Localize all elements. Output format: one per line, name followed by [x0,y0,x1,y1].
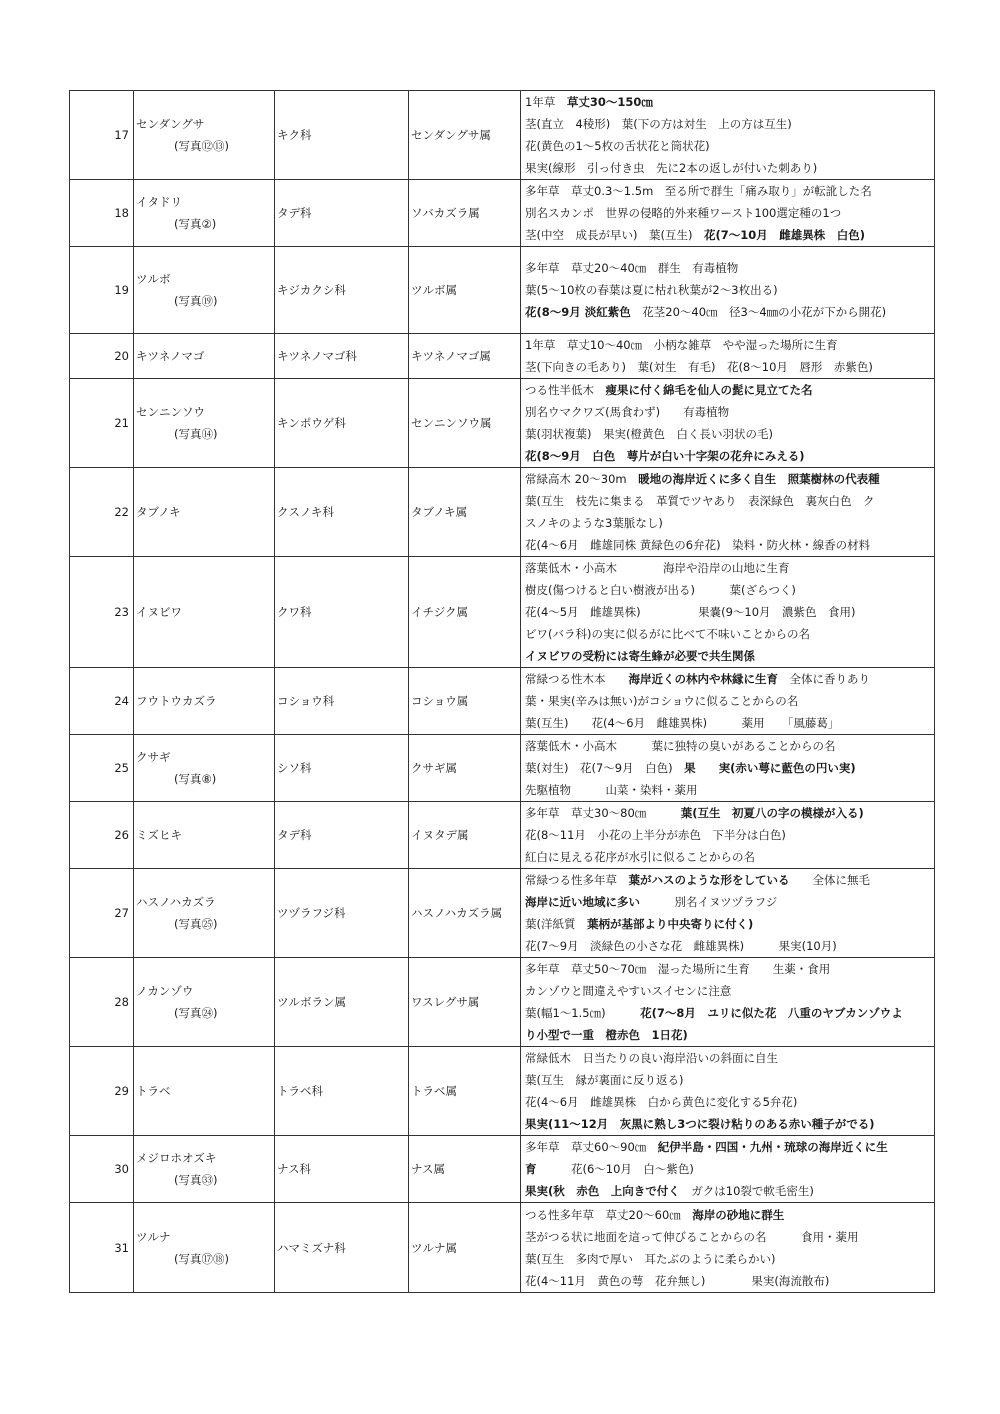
bold-text: 果実(秋 赤色 上向きで付く [525,1184,680,1198]
genus-cell: センニンソウ属 [409,379,521,468]
description-line [525,1047,932,1069]
text-segment: ガクは10裂で軟毛密生) [679,1184,814,1198]
genus-cell: センダングサ属 [409,91,521,180]
plant-name-cell [134,1047,275,1136]
bold-text: 育 [525,1162,537,1176]
description-line [525,645,932,667]
description-line [525,356,932,378]
text-segment: 花(4～6月 雌雄同株 黄緑色の6弁花) 染料・防火林・線香の材料 [525,538,871,552]
table-row [70,247,935,334]
bold-text: 海岸に近い地域に多い [525,895,640,909]
description-line [525,257,932,279]
genus-cell: コショウ属 [409,668,521,735]
plant-name-cell [134,668,275,735]
description-line [525,490,932,512]
row-number: 26 [70,802,134,869]
text-segment: 多年草 草丈0.3～1.5m 至る所で群生「痛み取り」が転訛した名 [525,184,872,198]
bold-text: 葉(互生 初夏八の字の模様が入る) [680,806,864,820]
plant-name: ツルボ [136,272,171,286]
bold-text: 花(8～9月 淡紅紫色 [525,305,631,319]
plant-name: センダングサ [136,117,205,131]
description-line [525,279,932,301]
text-segment: 1年草 [525,95,567,109]
bold-text: 痩果に付く綿毛を仙人の髭に見立てた名 [605,383,813,397]
description-line [525,779,932,801]
description-line [525,846,932,868]
genus-cell: イチジク属 [409,557,521,668]
bold-text: 葉がハスのような形をしている [628,873,790,887]
family-cell: シソ科 [275,735,409,802]
plant-name: メジロホオズキ [136,1151,217,1165]
family-cell: キク科 [275,91,409,180]
family-cell: キツネノマゴ科 [275,334,409,379]
description-line [525,735,932,757]
table-row [70,379,935,468]
description-line [525,113,932,135]
description-line [525,379,932,401]
photo-ref: (写真㉕) [174,917,218,931]
bold-text: 草丈30～150㎝ [566,95,653,109]
text-segment: つる性多年草 草丈20～60㎝ [525,1207,693,1222]
description-line [525,91,932,113]
plant-name: センニンソウ [136,405,205,419]
genus-cell: クサギ属 [409,735,521,802]
table-row [70,1047,935,1136]
row-number: 31 [70,1203,134,1293]
description-line [525,1270,932,1292]
description-line [525,1136,932,1158]
genus-cell: ハスノハカズラ属 [409,869,521,958]
text-segment: 花(4～6月 雌雄異株 白から黄色に変化する5弁花) [525,1095,798,1109]
description-cell [521,379,935,468]
table-row [70,91,935,180]
description-line [525,468,932,490]
family-cell: コショウ科 [275,668,409,735]
plant-name-cell [134,958,275,1047]
photo-ref: (写真⑧) [174,772,217,786]
plant-name: イヌビワ [136,605,182,619]
genus-cell: ワスレグサ属 [409,958,521,1047]
description-line [525,802,932,824]
text-segment: 多年草 草丈30～80㎝ [525,806,681,820]
text-segment: 落葉低木・小高木 海岸や沿岸の山地に生育 [525,561,790,575]
description-cell [521,869,935,958]
genus-cell: イヌタデ属 [409,802,521,869]
text-segment: 多年草 草丈20～40㎝ 群生 有毒植物 [525,261,739,275]
genus-cell: ツルボ属 [409,247,521,334]
description-line [525,180,932,202]
plant-name-cell [134,557,275,668]
plant-name-cell [134,91,275,180]
table-row [70,802,935,869]
family-cell: タデ科 [275,180,409,247]
plant-name-cell [134,1136,275,1203]
plant-name-cell [134,735,275,802]
description-line [525,891,932,913]
text-segment: 先駆植物 山菜・染料・薬用 [525,783,698,797]
genus-cell: キツネノマゴ属 [409,334,521,379]
bold-text: 花(8～9月 白色 萼片が白い十字架の花弁にみえる) [525,449,805,463]
row-number: 19 [70,247,134,334]
description-line [525,913,932,935]
bold-text: 海岸近くの林内や林縁に生育 [628,672,778,686]
photo-ref: (写真㉝) [174,1173,218,1187]
photo-ref: (写真⑰⑱) [174,1251,229,1266]
row-number: 25 [70,735,134,802]
description-line [525,601,932,623]
text-segment: 花(6～10月 白～紫色) [536,1162,694,1176]
bold-text: 海岸の砂地に群生 [692,1207,785,1222]
description-line [525,579,932,601]
text-segment: 別名スカンポ 世界の侵略的外来種ワースト100選定種の1つ [525,206,842,220]
text-segment: 茎がつる状に地面を這って伸びることからの名 食用・薬用 [525,1229,859,1244]
description-line [525,869,932,891]
row-number: 21 [70,379,134,468]
bold-text: 暖地の海岸近くに多く自生 照葉樹林の代表種 [638,472,880,486]
description-line [525,534,932,556]
table-row [70,1136,935,1203]
photo-ref: (写真⑲) [174,294,218,308]
description-line [525,1091,932,1113]
description-cell [521,557,935,668]
description-line [525,157,932,179]
genus-cell: ソバカズラ属 [409,180,521,247]
text-segment: 全体に香りあり [778,672,870,686]
description-line [525,1113,932,1135]
text-segment: 葉(対生) 花(7～9月 白色) [525,761,685,775]
text-segment: 落葉低木・小高木 葉に独特の臭いがあることからの名 [525,739,836,753]
row-number: 29 [70,1047,134,1136]
plant-name: キツネノマゴ [136,349,205,363]
text-segment: 葉(互生 枝先に集まる 革質でツヤあり 表深緑色 裏灰白色 ク [525,494,875,508]
family-cell: ナス科 [275,1136,409,1203]
text-segment: 常緑つる性多年草 [525,873,629,887]
table-row [70,557,935,668]
text-segment: 葉(互生 多肉で厚い 耳たぶのように柔らかい) [525,1251,776,1266]
table-row [70,958,935,1047]
description-cell [521,1136,935,1203]
description-line [525,1158,932,1180]
text-segment: 多年草 草丈50～70㎝ 湿った場所に生育 生薬・食用 [525,962,831,976]
text-segment: 多年草 草丈60～90㎝ [525,1140,658,1154]
table-row [70,735,935,802]
genus-cell: タブノキ属 [409,468,521,557]
table-row [70,1203,935,1293]
text-segment: 常緑つる性木本 [525,672,629,686]
row-number: 27 [70,869,134,958]
bold-text: 葉柄が基部より中央寄りに付く) [587,917,754,931]
plant-name: ツルナ [136,1229,171,1244]
text-segment: 葉(洋紙質 [525,917,587,931]
text-segment: 1年草 草丈10～40㎝ 小柄な雑草 やや湿った場所に生育 [525,338,838,352]
family-cell: ツルボラン属 [275,958,409,1047]
text-segment: 茎(直立 4稜形) 葉(下の方は対生 上の方は互生) [525,117,792,131]
plant-name-cell [134,334,275,379]
plant-table [69,90,935,1293]
bold-text: 花(7～10月 雌雄異株 白色) [703,228,865,242]
text-segment: 紅白に見える花序が水引に似ることからの名 [525,850,755,864]
description-line [525,690,932,712]
text-segment: 花茎20～40㎝ 径3～4㎜の小花が下から開花) [630,305,887,319]
family-cell: タデ科 [275,802,409,869]
bold-text: 紀伊半島・四国・九州・琉球の海岸近くに生 [657,1140,888,1154]
description-line [525,1180,932,1202]
table-row [70,869,935,958]
text-segment: カンゾウと間違えやすいスイセンに注意 [525,984,732,998]
plant-name-cell [134,468,275,557]
description-cell [521,1203,935,1293]
description-cell [521,1047,935,1136]
text-segment: ビワ(バラ科)の実に似るがに比べて不味いことからの名 [525,627,810,641]
description-cell [521,91,935,180]
text-segment: 葉(互生) 花(4～6月 雌雄異株) 薬用 「風藤葛」 [525,716,840,730]
plant-name: トラベ [136,1084,171,1098]
row-number: 23 [70,557,134,668]
plant-name: ミズヒキ [136,828,182,842]
description-line [525,334,932,356]
family-cell: ハマミズナ科 [275,1203,409,1293]
description-line [525,512,932,534]
text-segment: 別名イヌツヅラフジ [640,895,778,909]
bold-text: イヌビワの受粉には寄生蜂が必要で共生関係 [525,649,755,663]
description-line [525,301,932,323]
description-line [525,135,932,157]
description-cell [521,735,935,802]
text-segment: 葉(互生 縁が裏面に反り返る) [525,1073,684,1087]
plant-name: タブノキ [136,505,181,519]
table-row [70,334,935,379]
row-number: 22 [70,468,134,557]
description-line [525,1024,932,1046]
row-number: 20 [70,334,134,379]
text-segment: 全体に無毛 [789,873,870,887]
text-segment: 葉(幅1～1.5㎝) [525,1006,641,1020]
text-segment: 花(7～9月 淡緑色の小さな花 雌雄異株) 果実(10月) [525,939,837,953]
bold-text: 花(7～8月 ユリに似た花 八重のヤブカンゾウよ [640,1006,903,1020]
description-cell [521,668,935,735]
description-line [525,935,932,957]
table-row [70,468,935,557]
genus-cell: ナス属 [409,1136,521,1203]
photo-ref: (写真⑭) [174,427,218,441]
description-line [525,401,932,423]
plant-name-cell [134,1203,275,1293]
text-segment: 葉(5～10枚の春葉は夏に枯れ秋葉が2～3枚出る) [525,283,778,297]
description-line [525,1204,932,1226]
table-row [70,668,935,735]
text-segment: 花(4～5月 雌雄異株) 果嚢(9～10月 濃紫色 食用) [525,605,856,619]
description-line [525,224,932,246]
plant-name-cell [134,180,275,247]
text-segment: 葉(羽状複葉) 果実(橙黄色 白く長い羽状の毛) [525,427,773,441]
description-cell [521,468,935,557]
plant-name-cell [134,247,275,334]
plant-name: フウトウカズラ [136,694,217,708]
row-number: 24 [70,668,134,735]
description-cell [521,334,935,379]
description-line [525,623,932,645]
row-number: 30 [70,1136,134,1203]
description-cell [521,247,935,334]
photo-ref: (写真㉔) [174,1006,218,1020]
description-cell [521,180,935,247]
text-segment: 常緑高木 20～30m [525,472,639,486]
family-cell: クワ科 [275,557,409,668]
text-segment: 茎(中空 成長が早い) 葉(互生) [525,228,704,242]
row-number: 28 [70,958,134,1047]
plant-name: イタドリ [136,195,182,209]
description-line [525,423,932,445]
bold-text: 果実(11～12月 灰黒に熟し3つに裂け粘りのある赤い種子がでる) [525,1117,875,1131]
description-line [525,1069,932,1091]
row-number: 17 [70,91,134,180]
family-cell: ツヅラフジ科 [275,869,409,958]
text-segment: 樹皮(傷つけると白い樹液が出る) 葉(ざらつく) [525,583,796,597]
bold-text: り小型で一重 橙赤色 1日花) [525,1028,688,1042]
text-segment: 果実(線形 引っ付き虫 先に2本の返しが付いた刺あり) [525,161,818,175]
text-segment: 花(黄色の1～5枚の舌状花と筒状花) [525,139,710,153]
genus-cell: ツルナ属 [409,1203,521,1293]
description-line [525,824,932,846]
description-line [525,712,932,734]
description-line [525,757,932,779]
plant-name-cell [134,869,275,958]
description-line [525,958,932,980]
description-line [525,1226,932,1248]
description-line [525,445,932,467]
description-continuation: スノキのような3葉脈なし) [525,516,663,530]
text-segment: 常緑低木 日当たりの良い海岸沿いの斜面に自生 [525,1051,778,1065]
description-cell [521,958,935,1047]
genus-cell: トラベ属 [409,1047,521,1136]
description-cell [521,802,935,869]
description-line [525,202,932,224]
photo-ref: (写真⑫⑬) [174,139,229,153]
description-line [525,668,932,690]
family-cell: キンポウゲ科 [275,379,409,468]
family-cell: クスノキ科 [275,468,409,557]
bold-text: 果 実(赤い萼に藍色の円い実) [684,761,856,775]
family-cell: トラベ科 [275,1047,409,1136]
plant-name: クサギ [136,750,171,764]
plant-table-body [70,91,935,1293]
text-segment: つる性半低木 [525,383,606,397]
plant-name-cell [134,802,275,869]
text-segment: 別名ウマクワズ(馬食わず) 有毒植物 [525,405,730,419]
description-line [525,557,932,579]
family-cell: キジカクシ科 [275,247,409,334]
text-segment: 花(8～11月 小花の上半分が赤色 下半分は白色) [525,828,786,842]
text-segment: 花(4～11月 黄色の萼 花弁無し) 果実(海流散布) [525,1273,830,1288]
row-number: 18 [70,180,134,247]
plant-name: ハスノハカズラ [136,895,216,909]
plant-name: ノカンゾウ [136,984,194,998]
plant-name-cell [134,379,275,468]
description-line [525,1002,932,1024]
photo-ref: (写真②) [174,217,217,231]
text-segment: 茎(下向きの毛あり) 葉(対生 有毛) 花(8～10月 唇形 赤紫色) [525,360,873,374]
description-line [525,980,932,1002]
table-row [70,180,935,247]
description-line [525,1248,932,1270]
text-segment: 葉・果実(辛みは無い)がコショウに似ることからの名 [525,694,799,708]
